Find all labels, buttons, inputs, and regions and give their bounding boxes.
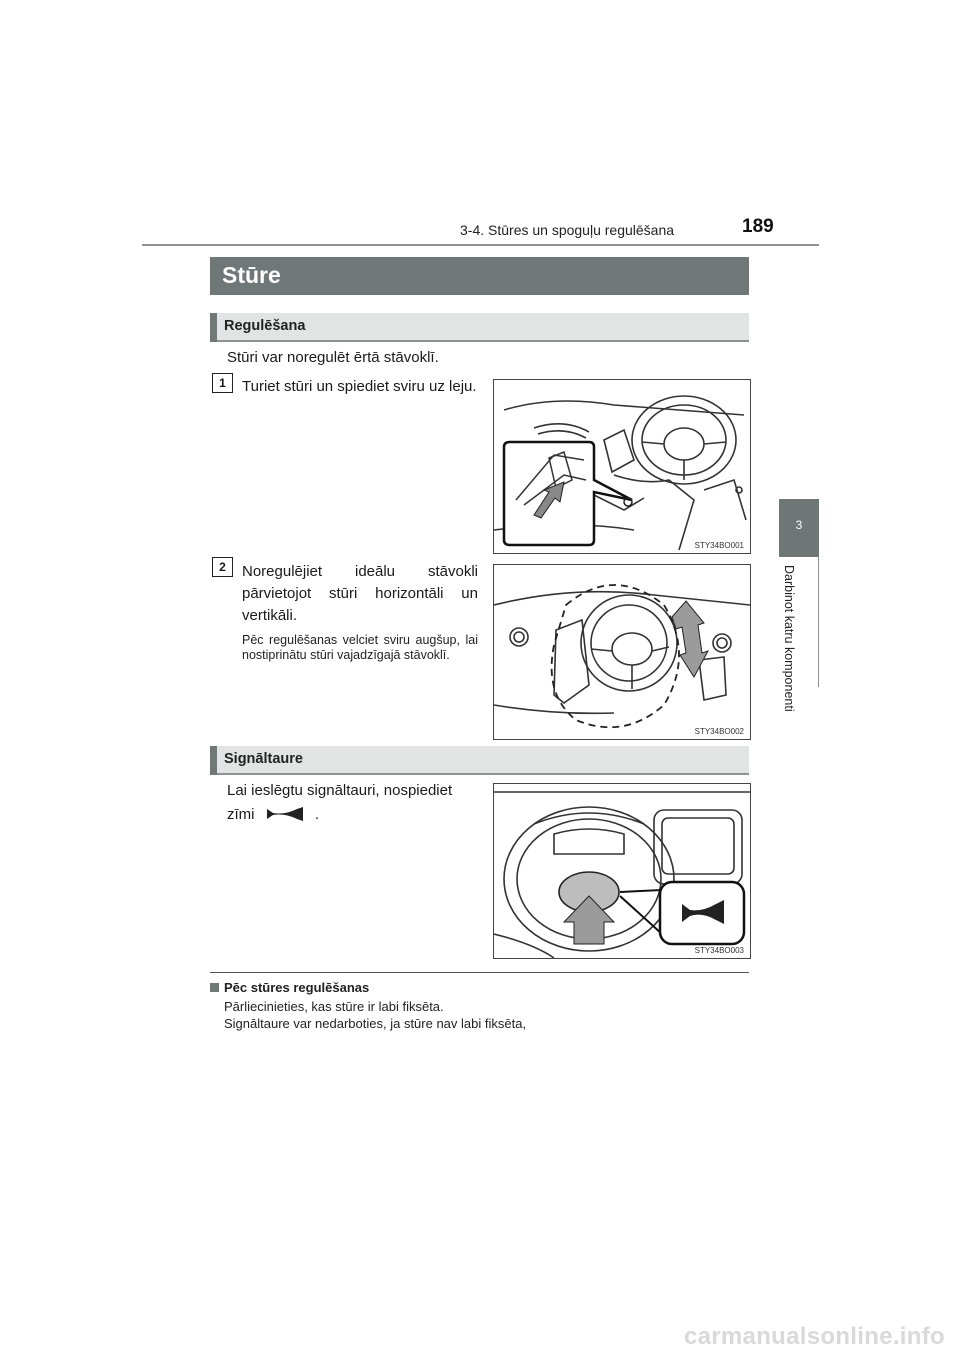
adjustment-intro: Stūri var noregulēt ērtā stāvoklī. bbox=[227, 349, 439, 366]
horn-text-after: . bbox=[314, 806, 320, 823]
note-rule bbox=[210, 972, 749, 973]
page-number: 189 bbox=[742, 216, 774, 237]
section-title: Stūre bbox=[222, 262, 281, 288]
chapter-tab-label: Darbinot katru komponenti bbox=[782, 565, 796, 712]
figure-steering-position bbox=[493, 564, 751, 740]
chapter-tab-number: 3 bbox=[795, 518, 803, 532]
figure-horn bbox=[493, 783, 751, 959]
figure-steering-lever bbox=[493, 379, 751, 554]
horn-illustration bbox=[494, 784, 750, 958]
subheading-accent bbox=[210, 313, 217, 342]
horn-instruction bbox=[227, 779, 479, 831]
header-rule bbox=[142, 244, 819, 246]
steering-lever-illustration bbox=[494, 380, 750, 553]
note-line-1: Pārliecinieties, kas stūre ir labi fiksēta. bbox=[224, 999, 444, 1014]
subheading-adjustment: Regulēšana bbox=[224, 318, 306, 334]
figure-code-1: STY34BO001 bbox=[694, 541, 744, 550]
site-watermark: carmanualsonline.info bbox=[683, 1323, 945, 1350]
section-title-bar bbox=[210, 257, 749, 295]
running-header-section: 3-4. Stūres un spoguļu regulēšana bbox=[460, 222, 675, 238]
step-2-text: Noregulējiet ideālu stāvokli pārvietojot stūri horizontāli un vertikāli. bbox=[242, 563, 478, 624]
horn-icon bbox=[265, 805, 305, 831]
note-bullet-square bbox=[210, 983, 219, 992]
step-number-1: 1 bbox=[212, 373, 233, 393]
note-heading-text: Pēc stūres regulēšanas bbox=[224, 980, 370, 995]
figure-code-3: STY34BO003 bbox=[694, 946, 744, 955]
chapter-tab-line bbox=[818, 557, 819, 687]
horn-text-before: Lai ieslēgtu signāltauri, nospiediet zīmi bbox=[227, 782, 453, 823]
steering-position-illustration bbox=[494, 565, 750, 739]
subheading-accent-horn bbox=[210, 746, 217, 775]
step-1-text: Turiet stūri un spiediet sviru uz leju. bbox=[242, 378, 477, 395]
note-heading bbox=[210, 980, 369, 995]
step-number-2: 2 bbox=[212, 557, 233, 577]
subheading-horn: Signāltaure bbox=[224, 751, 303, 767]
step-2-subtext: Pēc regulēšanas velciet sviru augšup, lai nostiprinātu stūri vajadzīgajā stāvoklī. bbox=[242, 633, 478, 662]
figure-code-2: STY34BO002 bbox=[694, 727, 744, 736]
note-line-2: Signāltaure var nedarboties, ja stūre nav labi fiksēta, bbox=[224, 1016, 527, 1031]
